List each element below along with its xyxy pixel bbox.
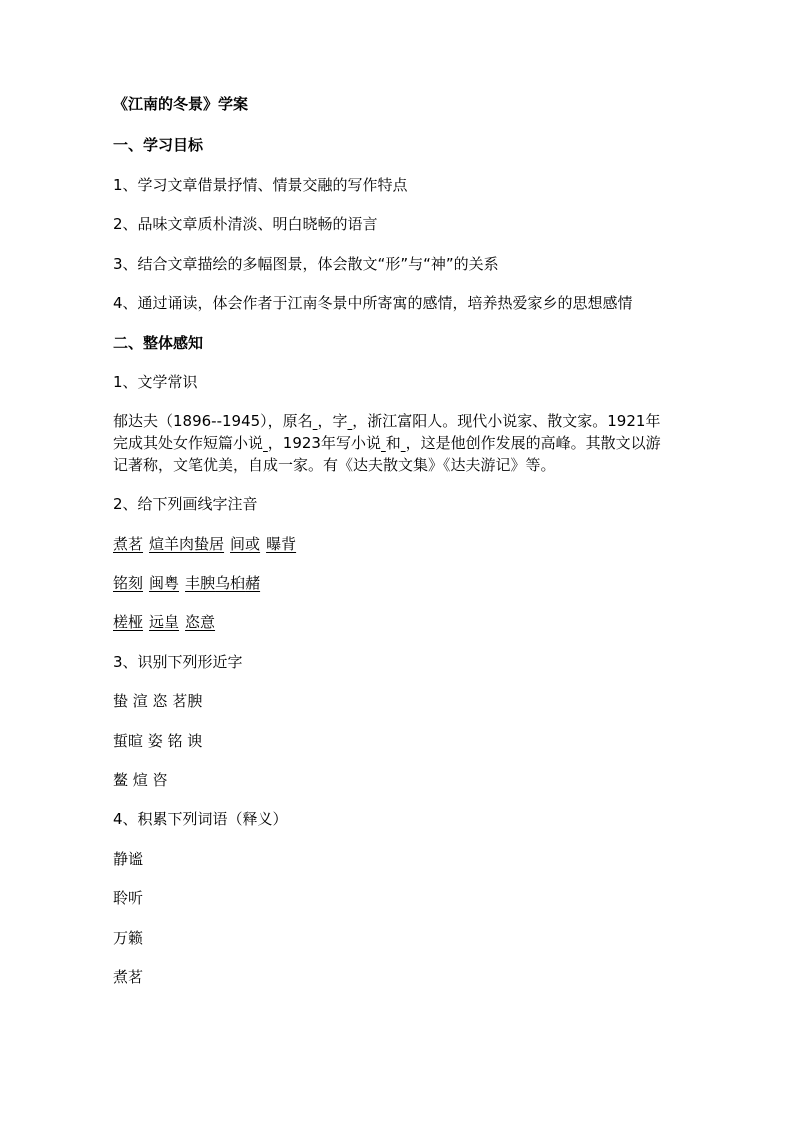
- goal-item-4: 4、通过诵读，体会作者于江南冬景中所寄寓的感情，培养热爱家乡的思想感情: [113, 294, 633, 312]
- pron-word: 间或: [230, 535, 261, 553]
- pron-word: 闽粤: [149, 574, 180, 592]
- section-heading-goals: 一、学习目标: [113, 136, 204, 154]
- similar-chars-row-3: 鳌 煊 咨: [113, 771, 168, 789]
- pron-word: 曝背: [266, 535, 297, 553]
- goal-item-3: 3、结合文章描绘的多幅图景，体会散文“形”与“神”的关系: [113, 255, 499, 273]
- subheading-literary-knowledge: 1、文学常识: [113, 373, 198, 391]
- similar-chars-row-1: 蛰 渲 恣 茗腴: [113, 692, 203, 710]
- vocab-word: 万籁: [113, 929, 144, 947]
- subheading-vocabulary: 4、积累下列词语（释义）: [113, 810, 288, 828]
- literary-knowledge-paragraph: [113, 410, 683, 476]
- para-text: ，这是他创作发展的高峰。其散文以游: [405, 434, 661, 452]
- subheading-similar-chars: 3、识别下列形近字: [113, 653, 243, 671]
- pron-word: 丰腴: [185, 574, 216, 592]
- para-text: 和: [385, 434, 401, 452]
- pron-word: 煮茗: [113, 535, 144, 553]
- para-text: ，字: [317, 412, 348, 430]
- pronunciation-row-3: [113, 612, 215, 632]
- pron-word: 煊羊肉: [149, 535, 195, 553]
- subheading-pronunciation: 2、给下列画线字注音: [113, 495, 258, 513]
- pron-word: 蛰居: [194, 535, 225, 553]
- pron-word: 乌桕: [215, 574, 246, 592]
- vocab-word: 聆听: [113, 889, 144, 907]
- pron-word: 恣意: [185, 613, 216, 631]
- pronunciation-row-1: [113, 534, 296, 554]
- section-heading-overview: 二、整体感知: [113, 334, 204, 352]
- pron-word: 远皇: [149, 613, 180, 631]
- document-title: 《江南的冬景》学案: [113, 95, 249, 113]
- pron-word: 赭: [245, 574, 261, 592]
- para-text: 完成其处女作短篇小说: [113, 434, 264, 452]
- vocab-word: 煮茗: [113, 968, 144, 986]
- pron-word: 槎桠: [113, 613, 144, 631]
- goal-item-1: 1、学习文章借景抒情、情景交融的写作特点: [113, 176, 408, 194]
- pronunciation-row-2: [113, 573, 260, 593]
- para-text: 郁达夫（1896--1945），原名: [113, 412, 313, 430]
- similar-chars-row-2: 蜇暄 姿 铭 谀: [113, 732, 203, 750]
- vocab-word: 静谧: [113, 850, 144, 868]
- para-text: ，浙江富阳人。现代小说家、散文家。1921年: [352, 412, 661, 430]
- pron-word: 铭刻: [113, 574, 144, 592]
- para-text: 记著称，文笔优美，自成一家。有《达夫散文集》《达夫游记》等。: [113, 456, 556, 474]
- goal-item-2: 2、品味文章质朴清淡、明白晓畅的语言: [113, 215, 378, 233]
- para-text: ，1923年写小说: [267, 434, 381, 452]
